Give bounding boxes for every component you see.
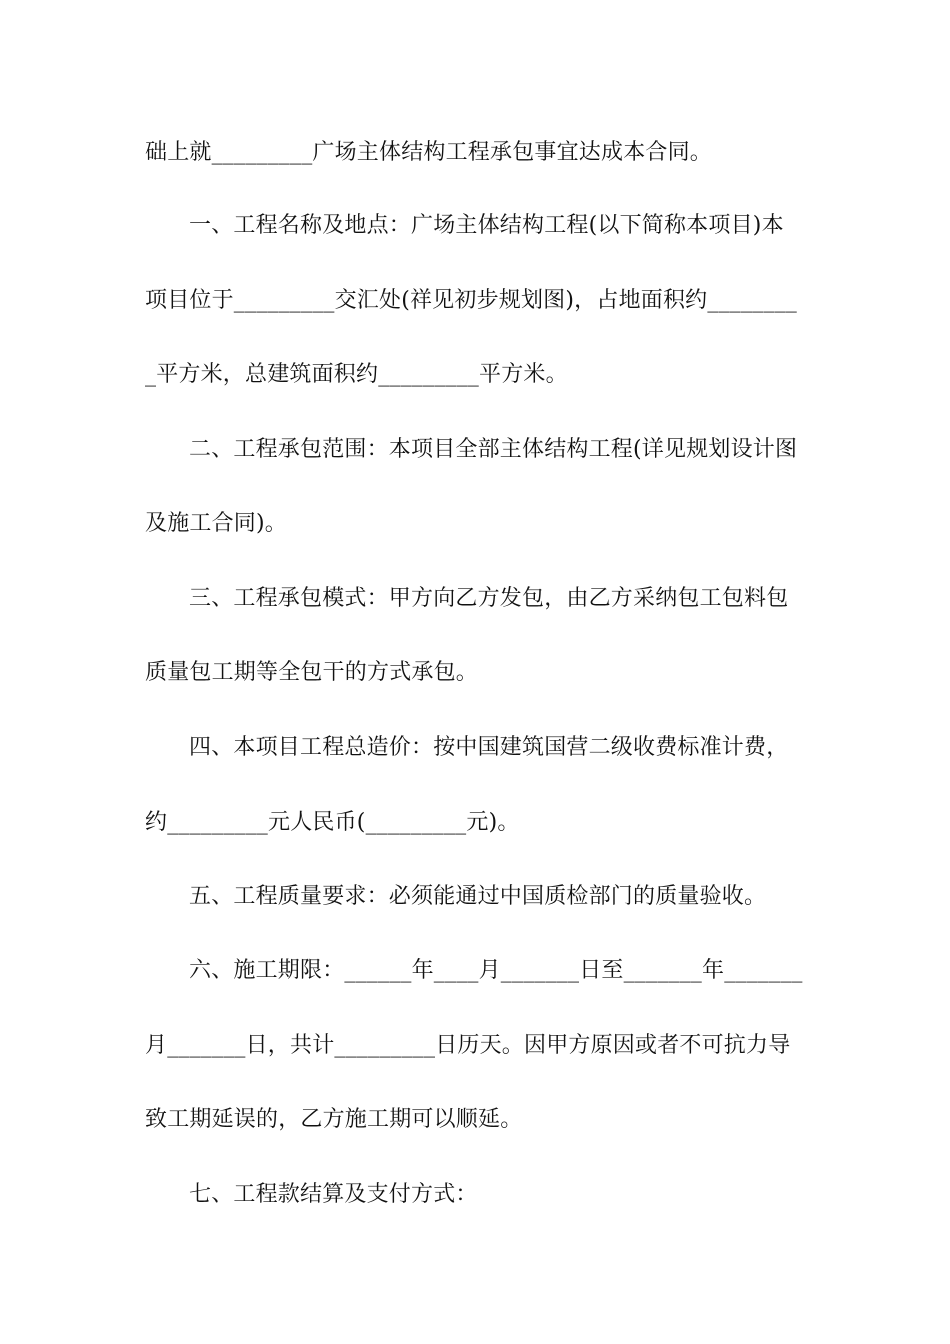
- text-line-1: 础上就_________广场主体结构工程承包事宜达成本合同。: [145, 140, 713, 165]
- clause-1-heading: 一、工程名称及地点：广场主体结构工程(以下简称本项目)本: [189, 213, 784, 238]
- text-line-3: 项目位于_________交汇处(祥见初步规划图)，占地面积约________: [145, 288, 797, 313]
- text-line-6: 及施工合同)。: [145, 511, 287, 536]
- text-line-13: 月_______日，共计_________日历天。因甲方原因或者不可抗力导: [145, 1033, 791, 1058]
- text-line-14: 致工期延误的，乙方施工期可以顺延。: [145, 1107, 523, 1132]
- text-line-4: _平方米，总建筑面积约_________平方米。: [145, 362, 568, 387]
- clause-2-heading: 二、工程承包范围：本项目全部主体结构工程(详见规划设计图: [189, 437, 798, 462]
- clause-7-heading: 七、工程款结算及支付方式：: [189, 1182, 478, 1207]
- clause-6-heading: 六、施工期限：______年____月_______日至_______年_______: [189, 958, 803, 983]
- clause-3-heading: 三、工程承包模式：甲方向乙方发包，由乙方采纳包工包料包: [189, 586, 789, 611]
- clause-4-heading: 四、本项目工程总造价：按中国建筑国营二级收费标准计费，: [189, 735, 789, 760]
- clause-5-heading: 五、工程质量要求：必须能通过中国质检部门的质量验收。: [189, 884, 767, 909]
- text-line-8: 质量包工期等全包干的方式承包。: [145, 660, 479, 685]
- text-line-10: 约_________元人民币(_________元)。: [145, 810, 520, 835]
